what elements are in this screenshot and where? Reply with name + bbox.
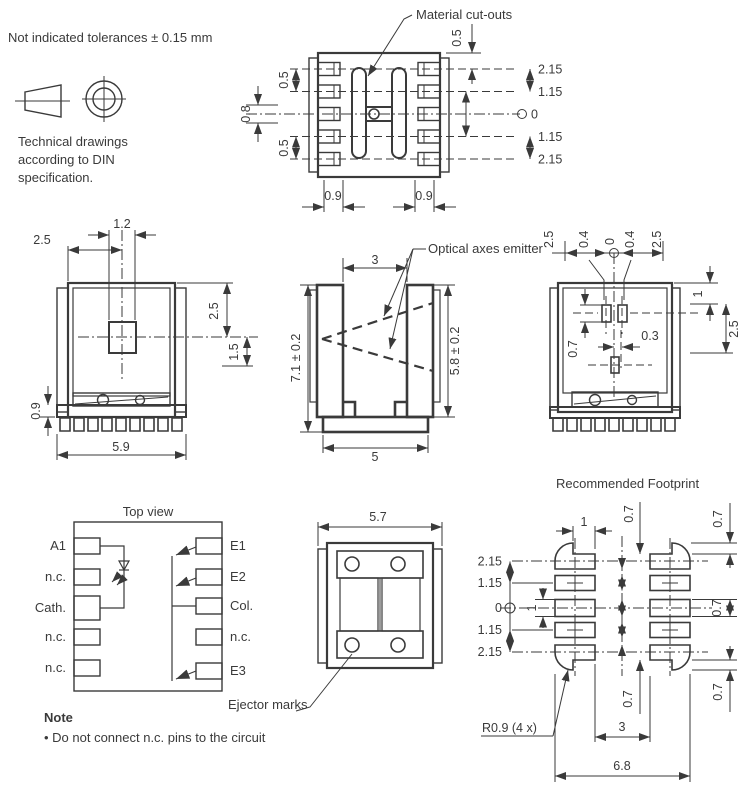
dim-label: 0.7: [622, 505, 636, 523]
dim-label: 0.7: [566, 340, 580, 358]
pin-label-e1: E1: [230, 538, 246, 553]
dim-label: 0.9: [324, 189, 342, 203]
dim-label: 6.8: [613, 759, 631, 773]
dim-label: 0.5: [450, 29, 464, 47]
package-side-view: [289, 241, 544, 464]
dim-label: 1.2: [113, 217, 131, 231]
optical-axes-callout: Optical axes emitter: [428, 241, 543, 256]
left-rail: [57, 288, 68, 412]
dim-label: 0.9: [415, 189, 433, 203]
dim-label: 5.9: [112, 440, 130, 454]
right-lead-rail: [440, 58, 449, 172]
dim-label: 0.5: [277, 71, 291, 89]
dim-label: 5.7: [369, 510, 387, 524]
right-pads: [196, 538, 222, 679]
pin-diagram-title: Top view: [122, 504, 174, 519]
strip-detail-line: [75, 397, 168, 404]
dim-label: 2.5: [650, 230, 664, 248]
pin-label-nc: n.c.: [45, 569, 66, 584]
dim-label: 1: [691, 290, 705, 298]
dim-label: 1.5: [227, 343, 241, 361]
left-rail: [550, 288, 558, 410]
led-circuit: [100, 546, 129, 608]
optical-axes-leaders: [384, 249, 426, 349]
dim-label: 2.15: [538, 152, 563, 167]
dim-label: 1.15: [477, 623, 502, 637]
dim-label: 2.15: [477, 645, 502, 659]
strip-hole: [590, 395, 601, 406]
optical-axis-upper: [322, 303, 433, 339]
package-back-view: [542, 231, 741, 431]
left-pads: [74, 538, 100, 676]
pin-label-col: Col.: [230, 598, 254, 613]
strip-detail-line: [574, 396, 656, 404]
tolerance-note: Not indicated tolerances ± 0.15 mm: [8, 30, 213, 45]
dim-label: 2.5: [33, 233, 51, 247]
dim-label: 0: [603, 238, 617, 245]
dim-label: 0.7: [710, 599, 724, 617]
dim-label: 0.9: [29, 402, 43, 420]
pin-label-a1: A1: [50, 538, 66, 553]
projection-symbols: [15, 76, 126, 122]
material-cutout-shape: [352, 68, 406, 158]
ejector-mark: [345, 638, 359, 652]
right-panel: [382, 578, 420, 631]
din-note-line2: according to DIN: [18, 152, 115, 167]
base-band: [57, 405, 186, 417]
dim-label: 5.8 ± 0.2: [448, 326, 462, 376]
ejector-marks-callout: Ejector marks: [228, 697, 308, 712]
right-rail: [175, 288, 186, 412]
dim-label: 5: [371, 450, 379, 464]
left-panel: [340, 578, 378, 631]
package-outline: [74, 522, 222, 691]
dim-label: 0.4: [623, 230, 637, 248]
left-rail: [318, 549, 327, 663]
top-band: [337, 551, 423, 578]
pin-label-e3: E3: [230, 663, 246, 678]
dim-label: 2.15: [538, 62, 563, 77]
dim-label: 0.7: [711, 510, 725, 528]
dim-label: 0: [495, 601, 502, 615]
right-rail: [672, 288, 680, 410]
back-view-centerlines: [573, 253, 700, 400]
dim-label: 2.15: [477, 554, 502, 569]
inner-frame: [73, 288, 170, 396]
dim-label: 1: [525, 604, 539, 612]
front-view-dimensions: [40, 230, 253, 460]
dim-label: 1.15: [538, 130, 563, 144]
material-cutouts-callout: Material cut-outs: [416, 7, 513, 22]
dim-label: 0.4: [577, 230, 591, 248]
ejector-marks-view: [228, 510, 442, 712]
pin-label-nc: n.c.: [230, 629, 251, 644]
radius-note: R0.9 (4 x): [482, 721, 537, 735]
emitter-arrow-e3: [176, 671, 196, 679]
note-item: • Do not connect n.c. pins to the circuit: [44, 730, 266, 745]
recommended-footprint: [478, 476, 737, 782]
footprint-title: Recommended Footprint: [556, 476, 700, 491]
right-foot: [395, 402, 407, 417]
emitter-arrow-e1: [176, 547, 196, 555]
dim-label: 0: [531, 107, 538, 122]
note-title: Note: [44, 710, 73, 725]
pin-label-nc: n.c.: [45, 629, 66, 644]
dim-label: 1: [580, 515, 588, 529]
dim-label: 2.5: [207, 302, 221, 320]
base-plate: [323, 417, 428, 432]
pin-label-e2: E2: [230, 569, 246, 584]
dim-label: 0.8: [239, 105, 253, 123]
din-note-line1: Technical drawings: [18, 134, 128, 149]
ejector-mark: [391, 557, 405, 571]
dim-label: 2.5: [542, 230, 556, 248]
package-front-view: [29, 217, 258, 460]
optical-axis-lower: [322, 339, 433, 371]
dim-label: 0.3: [641, 329, 659, 343]
strip-hole: [136, 396, 145, 405]
emitter-arrow-e2: [176, 578, 196, 586]
lead-teeth: [60, 418, 182, 431]
pin-label-cath: Cath.: [34, 600, 66, 615]
right-rail: [433, 549, 442, 663]
ejector-mark: [391, 638, 405, 652]
ejector-mark: [345, 557, 359, 571]
dim-label: 0.7: [711, 683, 725, 701]
dim-label: 3: [618, 720, 626, 734]
dim-label: 0.7: [621, 690, 635, 708]
dim-label: 1.15: [477, 576, 502, 590]
dim-label: 7.1 ± 0.2: [289, 333, 303, 383]
left-lead-rail: [309, 58, 318, 172]
dim-label: 0.5: [277, 139, 291, 157]
din-note-line3: specification.: [18, 170, 94, 185]
left-tower: [317, 285, 343, 417]
footprint-dimensions: [481, 502, 737, 782]
phototransistor-circuit: [172, 547, 196, 681]
dim-label: 2.5: [727, 320, 741, 338]
strip-hole: [628, 396, 637, 405]
pin-label-nc: n.c.: [45, 660, 66, 675]
left-foot: [343, 402, 355, 417]
bottom-band: [337, 631, 423, 658]
dim-label: 1.15: [538, 85, 563, 99]
dim-label: 3: [371, 253, 379, 267]
package-cutout-top-view: [239, 7, 562, 212]
material-cutouts-leader: [368, 15, 412, 76]
lead-teeth: [553, 418, 675, 431]
